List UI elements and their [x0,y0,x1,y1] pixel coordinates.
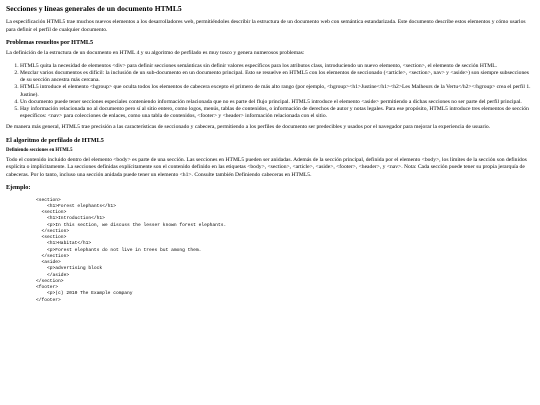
page-title: Secciones y líneas generales de un documento HTML5 [6,4,182,13]
example-heading: Ejemplo: [6,184,31,192]
problems-intro: La definición de la estructura de un documento en HTML 4 y su algoritmo de perfilado es muy tosco y genera numerosos problemas: [6,50,305,57]
problems-list [6,63,534,121]
problems-list-item: 2. Mezclar varios documentos es difícil: la inclusión de un sub-documento en un documento principal. Esto se resuelve en HTML5 con los elementos de seccionado (<article>, <section>, nav> y <aside>) son siempre subsecciones de su sección ancestra más cercana. [20,70,534,84]
problems-list-item: 3. HTML5 introduce el elemento <hgroup> que oculta todos los elementos de cabecera excepto el primero de más alto rango (por ejemplo, <hgroup><h1>Justine</h1><h2>Les Malheurs de la Vertu</h2></hgroup> crea el perfil 1. Justine). [20,84,534,98]
algorithm-subheading: Definiendo secciones en HTML5 [6,148,73,154]
algorithm-paragraph: Todo el contenido incluido dentro del elemento <body> es parte de una sección. Las secciones en HTML5 pueden ser anidadas. Además de la sección principal, definida por el elemento <body>, los límites de la sección son definidos explícita o implícitamente. La secciones definidas explícitamente son el contenido definido en las etiquetas <body>, <section>, <article>, <aside>, <footer>, <header>, y <nav>. Nota: Cada sección puede tener su propia jerarquía de cabeceras. Por lo tanto, incluso una sección anidada puede tener un elemento <h1>. Consulte también Definiendo cabeceras en HTML5. [6,156,527,178]
algorithm-heading: El algoritmo de perfilado de HTML5 [6,136,104,144]
example-code-block: <section> <h1>Forest elephants</h1> <section> <h1>Introduction</h1> <p>In this section, we discuss the lesser known forest elephants. </section> <section> <h1>Habitat</h1> <p>Forest elephants do not live in trees but among them. </section> <aside> <p>advertising block </aside> </section> <footer> <p>(c) 2010 The Example company </footer> [36,197,227,303]
problems-heading: Problemas resueltos por HTML5 [6,38,94,46]
problems-list-item: 5. Hay información relacionada no al documento pero sí al sitio entero, como logos, menús, tablas de contenidos, o información de derechos de autor y notas legales. Para ese propósito, HTML5 introduce tres elementos de sección específicos: <nav> para colecciones de enlaces, como una tabla de contenidos, <footer> y <header> información relacionada con el sitio. [20,106,534,120]
problems-list-item: 1. HTML5 quita la necesidad de elementos <div> para definir secciones semánticas sin definir valores específicos para los atributos class, introduciendo un nuevo elemento, <section>, el elemento de sección HTML. [20,63,534,70]
problems-list-item: 4. Un documento puede tener secciones especiales conteniendo información relacionada que no es parte del flujo principal. HTML5 introduce el elemento <aside> permitiendo a dichas secciones no ser parte del perfil principal. [20,99,534,106]
problems-conclusion: De manera más general, HTML5 trae precisión a las características de seccionado y cabecera, permitiendo a los perfiles de documento ser predecibles y usados por el navegador para mejorar la experiencia de usuario. [6,124,491,131]
intro-paragraph: La especificación HTML5 trae muchos nuevos elementos a los desarrolladores web, permitiéndoles describir la estructura de un documento web con semántica estandarizada. Este documento describe estos elementos y cómo usarlos para definir el perfil de cualquier documento. [6,19,526,33]
